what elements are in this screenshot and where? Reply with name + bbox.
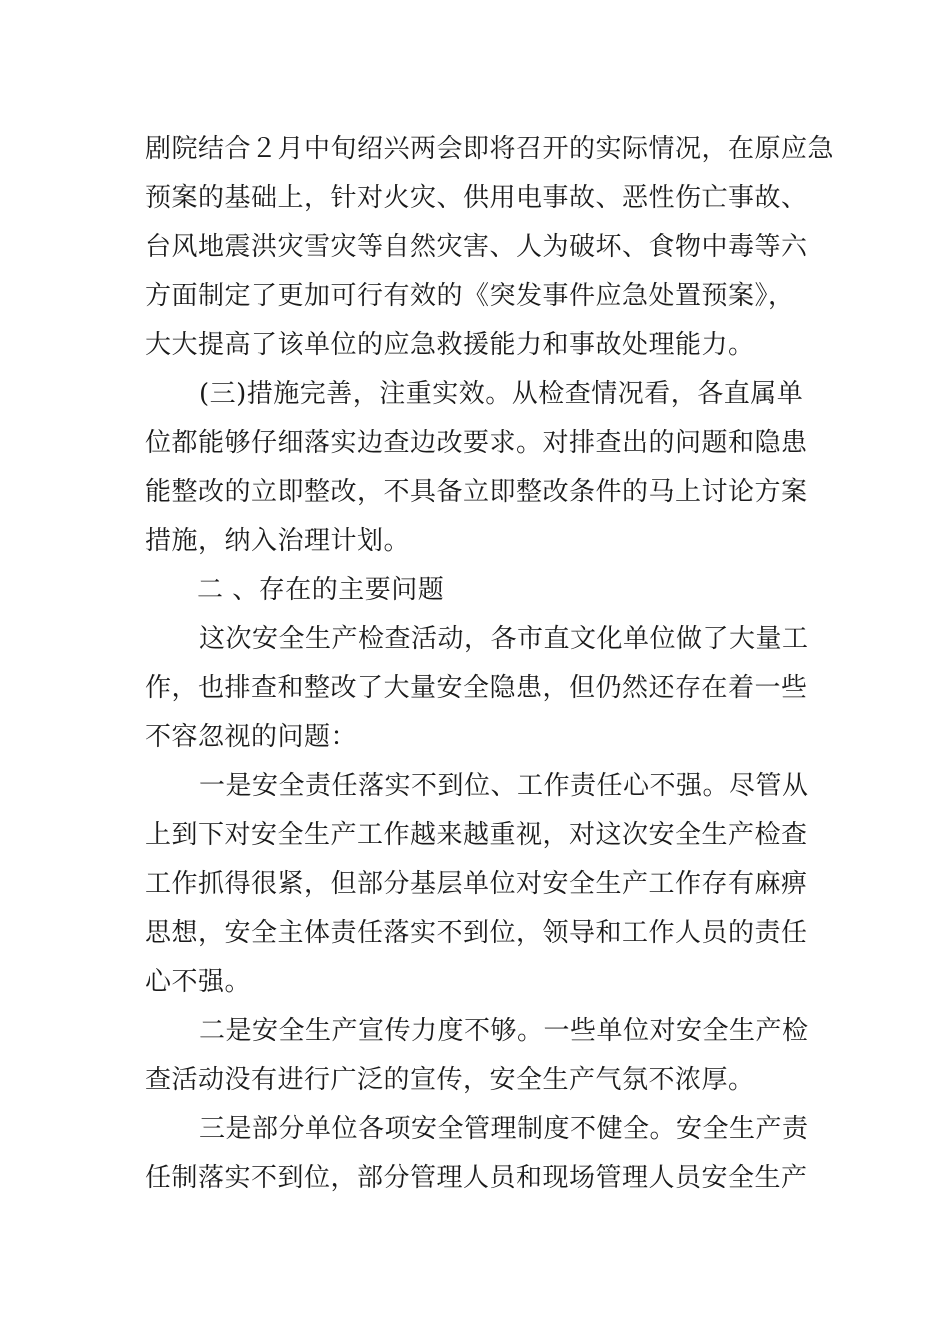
- paragraph-problem-one: [145, 762, 807, 1007]
- text-line: 台风地震洪灾雪灾等自然灾害、人为破坏、食物中毒等六: [145, 232, 808, 262]
- text-line: 能整改的立即整改，不具备立即整改条件的马上讨论方案: [145, 477, 808, 507]
- text-line: 查活动没有进行广泛的宣传，安全生产气氛不浓厚。: [145, 1065, 755, 1095]
- paragraph-intro-problems: [145, 615, 807, 762]
- text-line: 作，也排查和整改了大量安全隐患，但仍然还存在着一些: [145, 673, 808, 703]
- text-line: 二是安全生产宣传力度不够。一些单位对安全生产检: [199, 1016, 809, 1046]
- text-line: 大大提高了该单位的应急救援能力和事故处理能力。: [145, 330, 755, 360]
- text-line: 不容忽视的问题：: [145, 722, 358, 752]
- text-line: 措施，纳入治理计划。: [145, 526, 411, 556]
- text-line: 位都能够仔细落实边查边改要求。对排查出的问题和隐患: [145, 428, 808, 458]
- section-heading: [145, 566, 807, 615]
- document-body: [145, 125, 835, 1203]
- text-line: 工作抓得很紧，但部分基层单位对安全生产工作存有麻痹: [145, 869, 808, 899]
- text-line: 三是部分单位各项安全管理制度不健全。安全生产责: [199, 1114, 809, 1144]
- paragraph-measures: [145, 370, 807, 566]
- text-line: 任制落实不到位，部分管理人员和现场管理人员安全生产: [145, 1163, 808, 1193]
- text-line: (三)措施完善，注重实效。从检查情况看，各直属单: [199, 379, 804, 409]
- paragraph-problem-two: [145, 1007, 807, 1105]
- text-line: 方面制定了更加可行有效的《突发事件应急处置预案》，: [145, 281, 795, 311]
- text-line: 剧院结合２月中旬绍兴两会即将召开的实际情况，在原应急: [145, 134, 835, 164]
- text-line: 思想，安全主体责任落实不到位，领导和工作人员的责任: [145, 918, 808, 948]
- text-line: 这次安全生产检查活动，各市直文化单位做了大量工: [199, 624, 809, 654]
- text-line: 上到下对安全生产工作越来越重视，对这次安全生产检查: [145, 820, 808, 850]
- text-line: 一是安全责任落实不到位、工作责任心不强。尽管从: [199, 771, 809, 801]
- paragraph-problem-three: [145, 1105, 807, 1203]
- heading-main-problems: 二 、存在的主要问题: [197, 575, 445, 605]
- text-line: 心不强。: [145, 967, 252, 997]
- paragraph-emergency-plan: [145, 125, 835, 370]
- text-line: 预案的基础上，针对火灾、供用电事故、恶性伤亡事故、: [145, 183, 808, 213]
